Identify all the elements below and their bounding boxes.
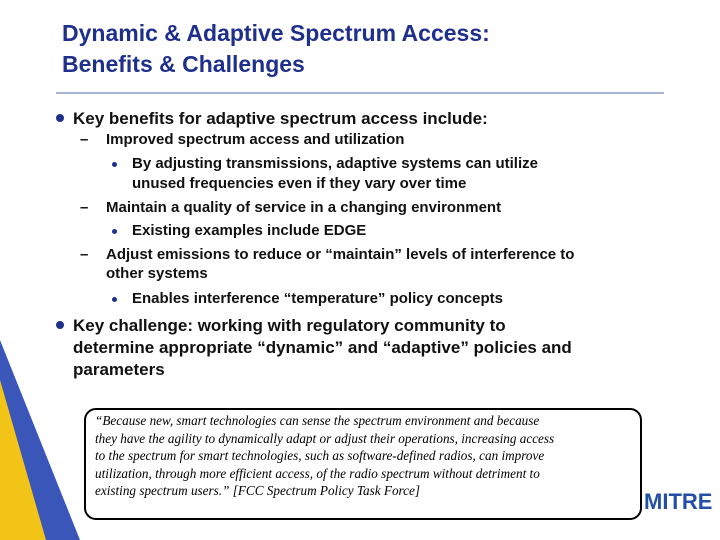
quote-text — [95, 412, 554, 500]
quote-line: they have the agility to dynamically adapt or adjust their operations, increasing access — [95, 430, 555, 446]
page-title — [62, 18, 490, 80]
bullet-icon — [56, 114, 64, 122]
bullet-icon — [112, 297, 117, 302]
title-line: Benefits & Challenges — [62, 51, 305, 77]
quote-line: to the spectrum for smart technologies, such as software-defined radios, can improve — [95, 448, 545, 464]
bullet-icon — [56, 321, 64, 329]
dash-icon: – — [80, 131, 89, 148]
quote-line: existing spectrum users.” [FCC Spectrum Policy Task Force] — [95, 483, 421, 499]
bullet-icon — [112, 162, 117, 167]
dash-icon: – — [80, 199, 89, 216]
bullet-icon — [112, 229, 117, 234]
title-divider — [56, 92, 664, 94]
title-line: Dynamic & Adaptive Spectrum Access: — [62, 20, 490, 46]
dash-icon: – — [80, 246, 89, 263]
quote-line: “Because new, smart technologies can sense the spectrum environment and because — [95, 413, 540, 428]
quote-line: utilization, through more efficient access, of the radio spectrum without detriment to — [95, 465, 540, 481]
mitre-logo: MITRE — [644, 489, 713, 514]
